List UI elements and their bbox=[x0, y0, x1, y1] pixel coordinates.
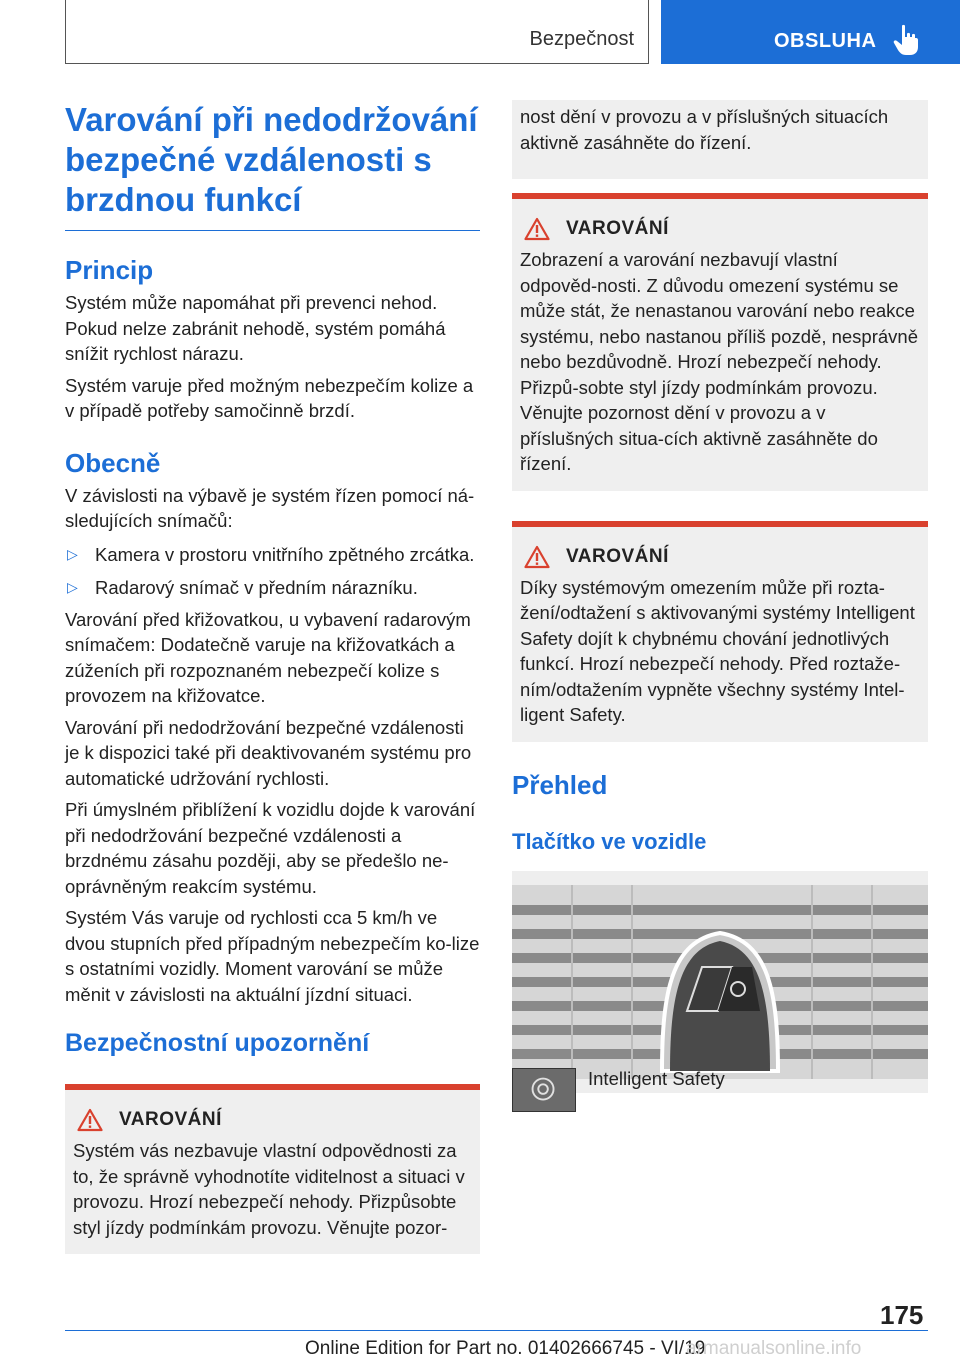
section-title: Bezpečnost bbox=[529, 28, 634, 50]
warning-box bbox=[65, 1084, 480, 1254]
intelligent-safety-label: Intelligent Safety bbox=[588, 1068, 725, 1089]
warning-title: VAROVÁNÍ bbox=[566, 218, 669, 239]
paragraph: Systém varuje před možným nebezpečím kolize a v případě potřeby samočinně brzdí. bbox=[65, 374, 474, 421]
chapter-tab-label: OBSLUHA bbox=[774, 30, 877, 52]
heading-obecne: Obecně bbox=[65, 447, 161, 478]
paragraph: Při úmyslném přiblížení k vozidlu dojde k varování při nedodržování bezpečné vzdálenosti a brzdnému zásahu později, aby se předešlo ne-oprávněným reakcím systému. bbox=[65, 799, 476, 897]
warning-box bbox=[512, 521, 928, 742]
warning-text: Zobrazení a varování nezbavují vlastní odpověd-nosti. Z důvodu omezení systému se může stát, že nenastanou varování nebo reakce systému, nebo nastanou příliš pozdě, nesprávně nebo bezdůvodně. Hrozí nebezpečí nehody. Přizpů-sobte styl jízdy podmínkám provozu. Věnujte pozornost dění v provozu a v příslušných situa-cích aktivně zasáhněte do řízení. bbox=[520, 249, 918, 474]
list-item: ▷ Kamera v prostoru vnitřního zpětného zrcátka. bbox=[65, 542, 480, 568]
warning-box-continued bbox=[512, 100, 928, 179]
watermark: armanualsonline.info bbox=[686, 1338, 862, 1359]
edition-text: Online Edition for Part no. 01402666745 - VI/19 bbox=[305, 1338, 706, 1359]
heading-prehled: Přehled bbox=[512, 769, 608, 800]
page-number: 175 bbox=[880, 1300, 924, 1330]
footer-rule bbox=[65, 1330, 928, 1331]
heading-safety: Bezpečnostní upozornění bbox=[65, 1029, 370, 1057]
warning-triangle-icon bbox=[524, 217, 550, 241]
paragraph: Varování při nedodržování bezpečné vzdálenosti je k dispozici také při deaktivovaném systému pro automatické udržování rychlosti. bbox=[65, 716, 472, 789]
paragraph: V závislosti na výbavě je systém řízen pomocí ná-sledujících snímačů: bbox=[65, 484, 475, 531]
warning-text: Díky systémovým omezením může při rozta-žení/odtažení s aktivovanými systémy Intelligent Safety dojít k chybnému chování jednotlivých funkcí. Hrozí nebezpečí nehody. Před roztaže-ním/odtažením vypněte všechny systémy Intel-ligent Safety. bbox=[520, 576, 915, 725]
title-rule bbox=[65, 230, 480, 231]
paragraph: Varování před křižovatkou, u vybavení radarovým snímačem: Dodatečně varuje na křižovatkách a zúženích při rozpoznaném nebezpečí kolize s provozem na křižovatce. bbox=[65, 608, 471, 706]
triangle-bullet-icon: ▷ bbox=[67, 579, 78, 595]
grille-button-photo bbox=[512, 871, 928, 1093]
hand-pointer-icon bbox=[893, 24, 919, 56]
warning-text: Systém vás nezbavuje vlastní odpovědnosti za to, že správně vyhodnotíte viditelnost a situaci v provozu. Hrozí nebezpečí nehody. Přizpůsobte styl jízdy podmínkám provozu. Věnujte pozor- bbox=[73, 1140, 465, 1238]
paragraph: Systém Vás varuje od rychlosti cca 5 km/h ve dvou stupních před případným nebezpečím ko-lize s ostatními vozidly. Moment varování se může měnit v závislosti na aktuální jízdní situaci. bbox=[65, 907, 480, 1005]
warning-title: VAROVÁNÍ bbox=[119, 1109, 222, 1130]
warning-triangle-icon bbox=[524, 545, 550, 569]
warning-text: nost dění v provozu a v příslušných situacích aktivně zasáhněte do řízení. bbox=[520, 106, 889, 153]
right-column bbox=[512, 100, 928, 1093]
list-item: ▷ Radarový snímač v předním nárazníku. bbox=[65, 575, 480, 601]
warning-box bbox=[512, 193, 928, 491]
warning-title: VAROVÁNÍ bbox=[566, 545, 669, 567]
intelligent-safety-button-icon bbox=[512, 1068, 576, 1112]
chapter-tab[interactable] bbox=[661, 0, 960, 64]
heading-princip: Princip bbox=[65, 255, 154, 285]
triangle-bullet-icon: ▷ bbox=[67, 545, 78, 562]
heading-button-in-vehicle: Tlačítko ve vozidle bbox=[512, 828, 707, 854]
page-title: Varování při nedodržování bezpečné vzdálenosti s brzdnou funkcí bbox=[65, 101, 478, 218]
left-column bbox=[65, 100, 480, 1254]
paragraph: Systém může napomáhat při prevenci nehod. Pokud nelze zabránit nehodě, systém pomáhá snížit rychlost nárazu. bbox=[65, 292, 446, 364]
warning-triangle-icon bbox=[77, 1108, 103, 1132]
header-section-box bbox=[65, 0, 649, 64]
